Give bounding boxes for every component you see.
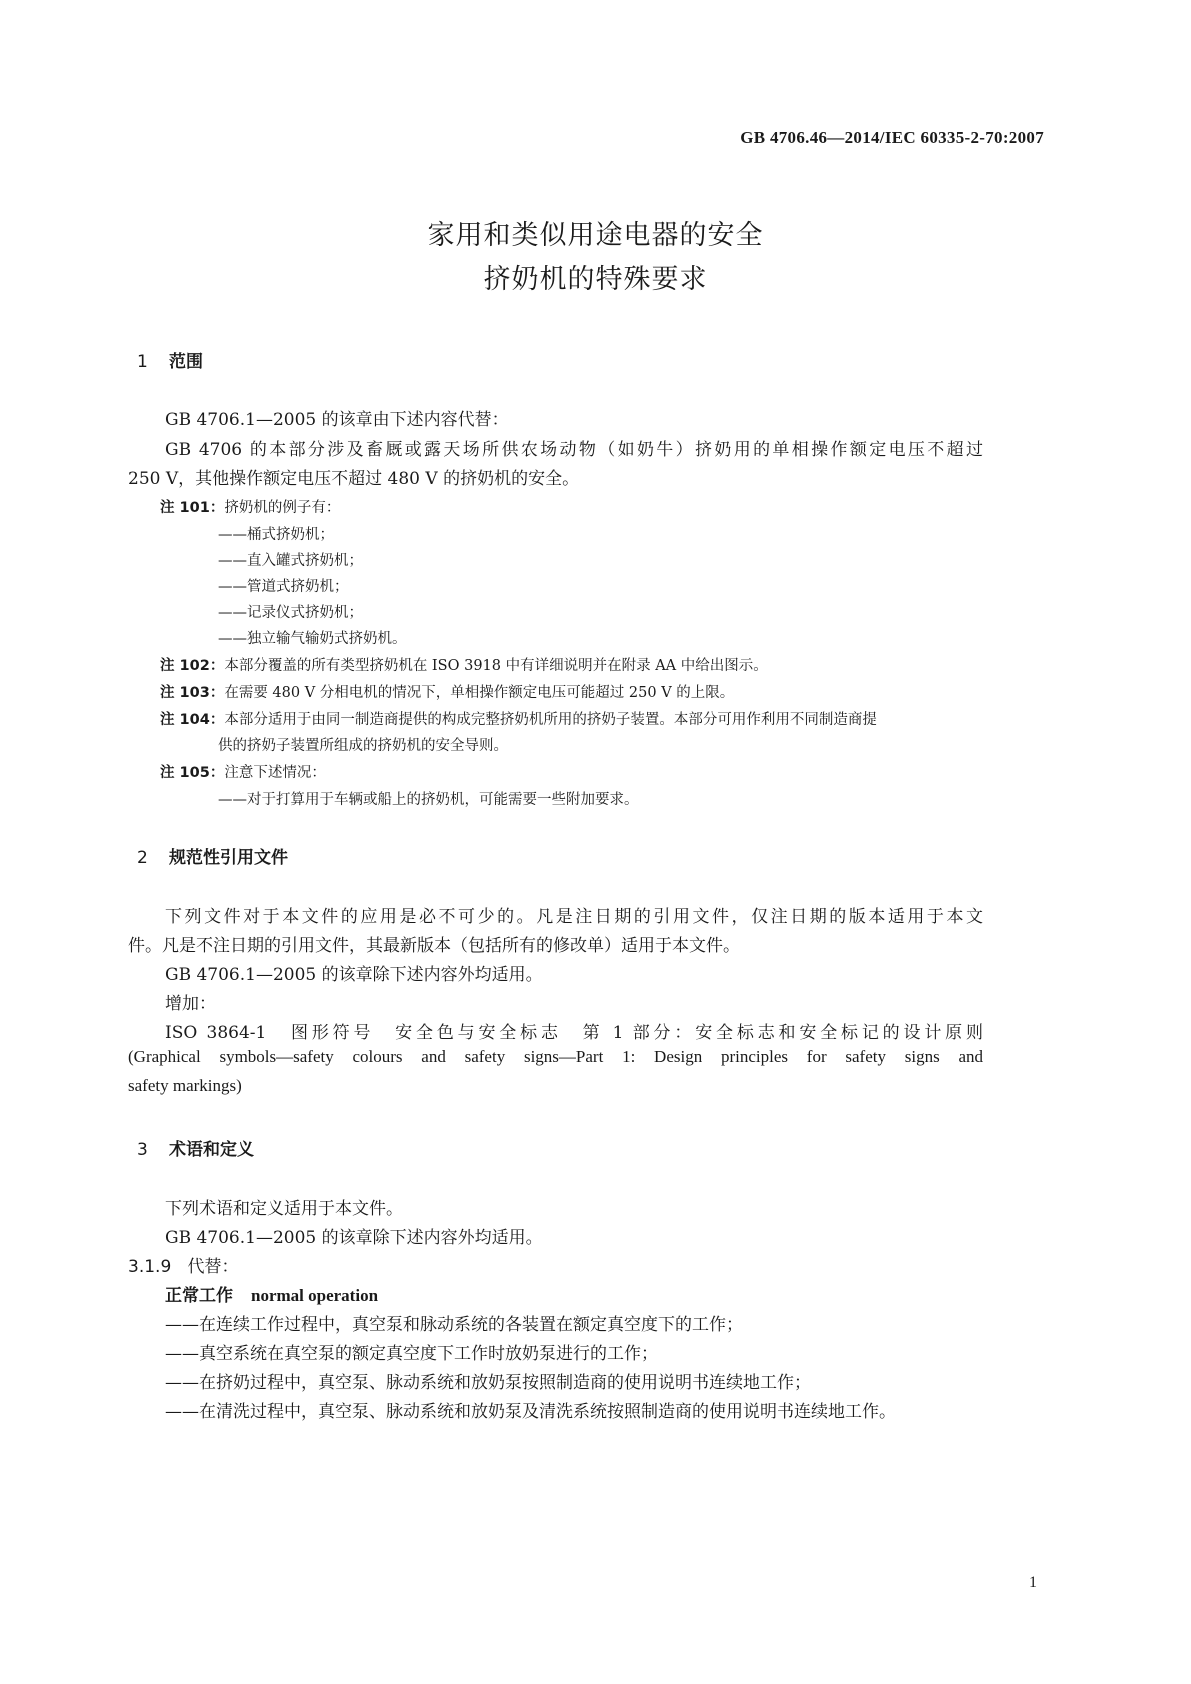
note-label: 注 101： [160, 500, 225, 516]
list-item: ——独立输气输奶式挤奶机。 [218, 631, 407, 647]
document-title-line1: 家用和类似用途电器的安全 [427, 220, 764, 251]
section-1-paragraph-1: GB 4706.1—2005 的该章由下述内容代替： [165, 410, 509, 430]
note-103 [160, 681, 734, 702]
note-102 [160, 654, 768, 675]
note-label: 注 102： [160, 658, 225, 674]
note-text: 本部分覆盖的所有类型挤奶机在 ISO 3918 中有详细说明并在附录 AA 中给出图示。 [224, 658, 768, 674]
section-number: 2 [137, 848, 148, 868]
note-105 [160, 761, 326, 782]
section-2-paragraph-3: 增加： [165, 994, 216, 1014]
term-entry [165, 1281, 378, 1306]
normative-reference-line-2: (Graphical symbols—safety colours and safety signs—Part 1: Design principles for safety signs and [128, 1047, 983, 1066]
list-item: ——真空系统在真空泵的额定真空度下工作时放奶泵进行的工作； [165, 1344, 658, 1364]
list-item: ——管道式挤奶机； [218, 579, 349, 595]
page-number: 1 [1029, 1574, 1037, 1591]
section-title: 术语和定义 [169, 1140, 254, 1160]
list-item: ——记录仪式挤奶机； [218, 605, 363, 621]
note-text: 本部分适用于由同一制造商提供的构成完整挤奶机所用的挤奶子装置。本部分可用作利用不同制造商提 [224, 712, 877, 728]
note-text: 挤奶机的例子有： [224, 500, 341, 516]
list-item: ——在清洗过程中，真空泵、脉动系统和放奶泵及清洗系统按照制造商的使用说明书连续地工作。 [165, 1402, 896, 1422]
section-2-paragraph-1-line-b: 件。凡是不注日期的引用文件，其最新版本（包括所有的修改单）适用于本文件。 [128, 936, 740, 956]
note-104 [160, 708, 877, 729]
note-label: 注 105： [160, 765, 225, 781]
note-text: 在需要 480 V 分相电机的情况下，单相操作额定电压可能超过 250 V 的上限。 [224, 685, 735, 701]
note-label: 注 103： [160, 685, 225, 701]
document-title-line2: 挤奶机的特殊要求 [483, 264, 708, 295]
term-english: normal operation [251, 1286, 379, 1305]
section-number: 1 [137, 352, 148, 372]
note-label: 注 104： [160, 712, 225, 728]
section-3-paragraph-2: GB 4706.1—2005 的该章除下述内容外均适用。 [165, 1228, 543, 1248]
normative-reference-line-1: ISO 3864-1 图形符号 安全色与安全标志 第 1 部分：安全标志和安全标记的设计原则 [165, 1023, 983, 1043]
section-3-paragraph-1: 下列术语和定义适用于本文件。 [165, 1199, 403, 1219]
section-2-heading [137, 843, 288, 868]
clause-number: 3.1.9 [128, 1257, 172, 1277]
normative-reference-line-3: safety markings) [128, 1076, 242, 1095]
note-text: 注意下述情况： [224, 765, 326, 781]
note-104-continuation: 供的挤奶子装置所组成的挤奶机的安全导则。 [218, 738, 508, 754]
clause-3-1-9 [128, 1252, 238, 1277]
list-item: ——在连续工作过程中，真空泵和脉动系统的各装置在额定真空度下的工作； [165, 1315, 743, 1335]
section-3-heading [137, 1135, 254, 1160]
note-101 [160, 496, 340, 517]
clause-text: 代替： [187, 1257, 239, 1277]
list-item: ——桶式挤奶机； [218, 527, 334, 543]
section-1-paragraph-2-line-b: 250 V，其他操作额定电压不超过 480 V 的挤奶机的安全。 [128, 469, 580, 489]
section-1-paragraph-2-line-a: GB 4706 的本部分涉及畜厩或露天场所供农场动物（如奶牛）挤奶用的单相操作额定电压不超过 [165, 440, 983, 460]
list-item: ——在挤奶过程中，真空泵、脉动系统和放奶泵按照制造商的使用说明书连续地工作； [165, 1373, 811, 1393]
section-2-paragraph-2: GB 4706.1—2005 的该章除下述内容外均适用。 [165, 965, 543, 985]
section-title: 规范性引用文件 [169, 848, 288, 868]
section-2-paragraph-1-line-a: 下列文件对于本文件的应用是必不可少的。凡是注日期的引用文件，仅注日期的版本适用于本文 [165, 907, 983, 927]
section-title: 范围 [169, 352, 203, 372]
section-number: 3 [137, 1140, 148, 1160]
standard-code: GB 4706.46—2014/IEC 60335-2-70:2007 [740, 128, 1044, 147]
section-1-heading [137, 347, 203, 372]
list-item: ——直入罐式挤奶机； [218, 553, 363, 569]
list-item: ——对于打算用于车辆或船上的挤奶机，可能需要一些附加要求。 [218, 792, 639, 808]
term-chinese: 正常工作 [165, 1286, 233, 1306]
